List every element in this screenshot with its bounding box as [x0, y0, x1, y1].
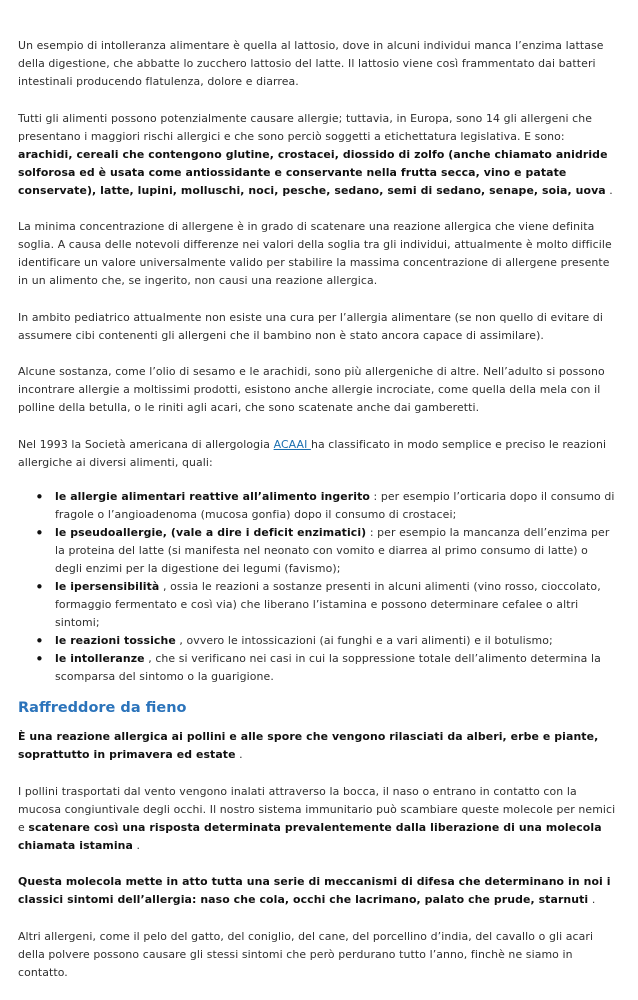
hayfever-intro-bold: È una reazione allergica ai pollini e alle spore che vengono rilasciati da alberi, erbe e piante, soprattutto in primavera ed estate: [18, 730, 599, 761]
acaai-intro: Nel 1993 la Società americana di allergologia: [18, 437, 274, 451]
list-item-text: : per esempio l’orticaria dopo il consumo di fragole o l’angioadenoma (mucosa gonfia) dopo il consumo di crostacei;: [55, 490, 615, 521]
allergens-list-bold: arachidi, cereali che contengono glutine, crostacei, diossido di zolfo (anche chiamato anidride solforosa ed è usata come antiossidante e conservante nella frutta secca, vino e patate conservate), latte, lupini, molluschi, noci, pesche, sedano, semi di sedano, senape, soia, uova: [18, 147, 608, 197]
list-item-term: le pseudoallergie, (vale a dire i deficit enzimatici): [55, 526, 367, 539]
paragraph-acaai: [18, 436, 618, 472]
list-item: [55, 632, 618, 650]
reaction-list: [18, 488, 618, 686]
list-item-term: le intolleranze: [55, 652, 145, 665]
pollen-bold: scatenare così una risposta determinata prevalentemente dalla liberazione di una molecola chiamata istamina: [18, 820, 602, 852]
paragraph-other-allergens: Altri allergeni, come il pelo del gatto, del coniglio, del cane, del porcellino d’india, del cavallo o gli acari della polvere possono causare gli stessi sintomi che però perdurano tutto l’anno, finchè ne siamo in contatto.: [18, 929, 594, 979]
paragraph-hayfever-intro: [18, 728, 618, 764]
list-item-term: le ipersensibilità: [55, 580, 160, 593]
list-item: [55, 650, 618, 686]
section-heading: Raffreddore da fieno: [18, 700, 187, 716]
article-body: [18, 37, 618, 1000]
pollen-end: .: [133, 838, 141, 852]
list-item-text: , ossia le reazioni a sostanze presenti in alcuni alimenti (vino rosso, cioccolato, formaggio fermentato e così via) che liberano l’istamina e possono determinare cefalee o altri sintomi;: [55, 580, 601, 629]
acaai-link[interactable]: ACAAI: [273, 437, 311, 451]
list-item-term: le allergie alimentari reattive all’alimento ingerito: [55, 490, 370, 503]
allergens-end: .: [605, 183, 613, 197]
hayfever-intro-end: .: [235, 748, 243, 761]
list-item: [55, 524, 618, 578]
list-item-text: , ovvero le intossicazioni (ai funghi e a vari alimenti) e il botulismo;: [175, 634, 553, 647]
paragraph-cross-allergy: Alcune sostanza, come l’olio di sesamo e le arachidi, sono più allergeniche di altre. Nell’adulto si possono incontrare allergie a moltissimi prodotti, esistono anche allergie incrociate, come quella della mela con il polline della betulla, o le riniti agli acari, che sono scatenate anche dai gamberetti.: [18, 365, 605, 414]
list-item: [55, 488, 618, 524]
list-item-term: le reazioni tossiche: [55, 634, 176, 647]
paragraph-pollen: [18, 783, 618, 855]
paragraph-pediatric: In ambito pediatrico attualmente non esiste una cura per l’allergia alimentare (se non quello di evitare di assumere cibi contenenti gli allergeni che il bambino non è stato ancora capace di assimilare).: [18, 310, 604, 342]
list-item-text: : per esempio la mancanza dell’enzima per la proteina del latte (si manifesta nel neonato con vomito e diarrea al primo consumo di latte) o degli enzimi per la digestione dei legumi (favismo);: [55, 526, 610, 575]
symptoms-end: .: [588, 893, 596, 906]
paragraph-lactose: Un esempio di intolleranza alimentare è quella al lattosio, dove in alcuni individui manca l’enzima lattase della digestione, che abbatte lo zucchero lattosio del latte. Il lattosio viene così frammentato dai batteri intestinali producendo flatulenza, dolore e diarrea.: [18, 39, 604, 88]
list-item-text: , che si verificano nei casi in cui la soppressione totale dell’alimento determina la scomparsa del sintomo o la guarigione.: [55, 652, 601, 683]
paragraph-allergens: [18, 110, 618, 200]
allergens-intro: Tutti gli alimenti possono potenzialmente causare allergie; tuttavia, in Europa, sono 14 gli allergeni che presentano i maggiori rischi allergici e che sono perciò soggetti a etichettatura legislativa. E sono:: [18, 111, 593, 143]
pollen-text: I pollini trasportati dal vento vengono inalati attraverso la bocca, il naso o entrano in contatto con la mucosa congiuntivale degli occhi. Il nostro sistema immunitario può scambiare queste molecole per nemici e: [18, 784, 616, 834]
list-item: [55, 578, 618, 632]
paragraph-threshold: La minima concentrazione di allergene è in grado di scatenare una reazione allergica che viene definita soglia. A causa delle notevoli differenze nei valori della soglia tra gli individui, attualmente è molto difficile identificare un valore universalmente valido per stabilire la massima concentrazione di allergene presente in un alimento che, se ingerito, non causi una reazione allergica.: [18, 220, 612, 287]
acaai-rest: ha classificato in modo semplice e preciso le reazioni allergiche ai diversi alimenti, quali:: [18, 437, 607, 469]
symptoms-bold: Questa molecola mette in atto tutta una serie di meccanismi di difesa che determinano in noi i classici sintomi dell’allergia: naso che cola, occhi che lacrimano, palato che prude, starnuti: [18, 875, 611, 906]
paragraph-symptoms: [18, 873, 618, 909]
